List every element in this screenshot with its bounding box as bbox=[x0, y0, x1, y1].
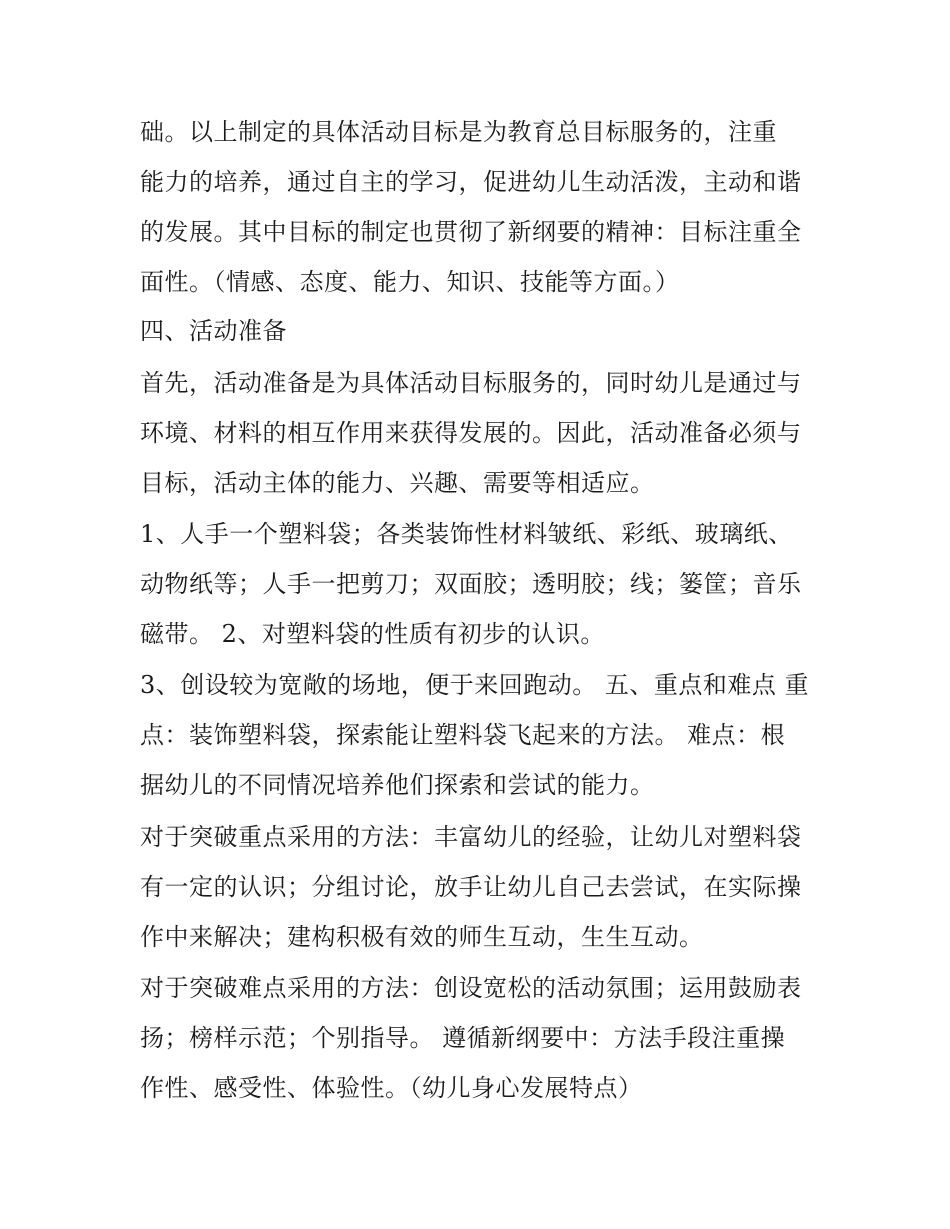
text-line: 动物纸等；人手一把剪刀；双面胶；透明胶；线；篓筐；音乐 bbox=[140, 570, 802, 598]
text-line: 首先，活动准备是为具体活动目标服务的，同时幼儿是通过与 bbox=[140, 369, 802, 397]
text-line: 面性。（情感、态度、能力、知识、技能等方面。） bbox=[140, 268, 680, 296]
text-line: 础。以上制定的具体活动目标是为教育总目标服务的，注重 bbox=[140, 118, 777, 146]
text-line: 能力的培养，通过自主的学习，促进幼儿生动活泼，主动和谐 bbox=[140, 168, 802, 196]
text-line: 作中来解决；建构积极有效的师生互动，生生互动。 bbox=[140, 923, 704, 951]
text-line: 据幼儿的不同情况培养他们探索和尝试的能力。 bbox=[140, 771, 655, 799]
text-line: 作性、感受性、体验性。（幼儿身心发展特点） bbox=[140, 1074, 643, 1102]
text-line: 对于突破难点采用的方法：创设宽松的活动氛围；运用鼓励表 bbox=[140, 974, 802, 1002]
text-line: 扬；榜样示范；个别指导。 遵循新纲要中：方法手段注重操 bbox=[140, 1024, 786, 1052]
text-line: 目标，活动主体的能力、兴趣、需要等相适应。 bbox=[140, 469, 655, 497]
text-line: 点：装饰塑料袋，探索能让塑料袋飞起来的方法。 难点：根 bbox=[140, 721, 786, 749]
text-line: 有一定的认识；分组讨论，放手让幼儿自己去尝试，在实际操 bbox=[140, 873, 802, 901]
text-line: 对于突破重点采用的方法：丰富幼儿的经验，让幼儿对塑料袋 bbox=[140, 823, 802, 851]
text-line: 1、人手一个塑料袋；各类装饰性材料皱纸、彩纸、玻璃纸、 bbox=[140, 520, 793, 548]
text-line: 3、创设较为宽敞的场地，便于来回跑动。 五、重点和难点 重 bbox=[140, 671, 810, 699]
text-line: 磁带。 2、对塑料袋的性质有初步的认识。 bbox=[140, 620, 605, 648]
text-line: 环境、材料的相互作用来获得发展的。因此，活动准备必须与 bbox=[140, 419, 802, 447]
text-line: 的发展。其中目标的制定也贯彻了新纲要的精神：目标注重全 bbox=[140, 218, 802, 246]
section-heading: 四、活动准备 bbox=[140, 317, 287, 345]
